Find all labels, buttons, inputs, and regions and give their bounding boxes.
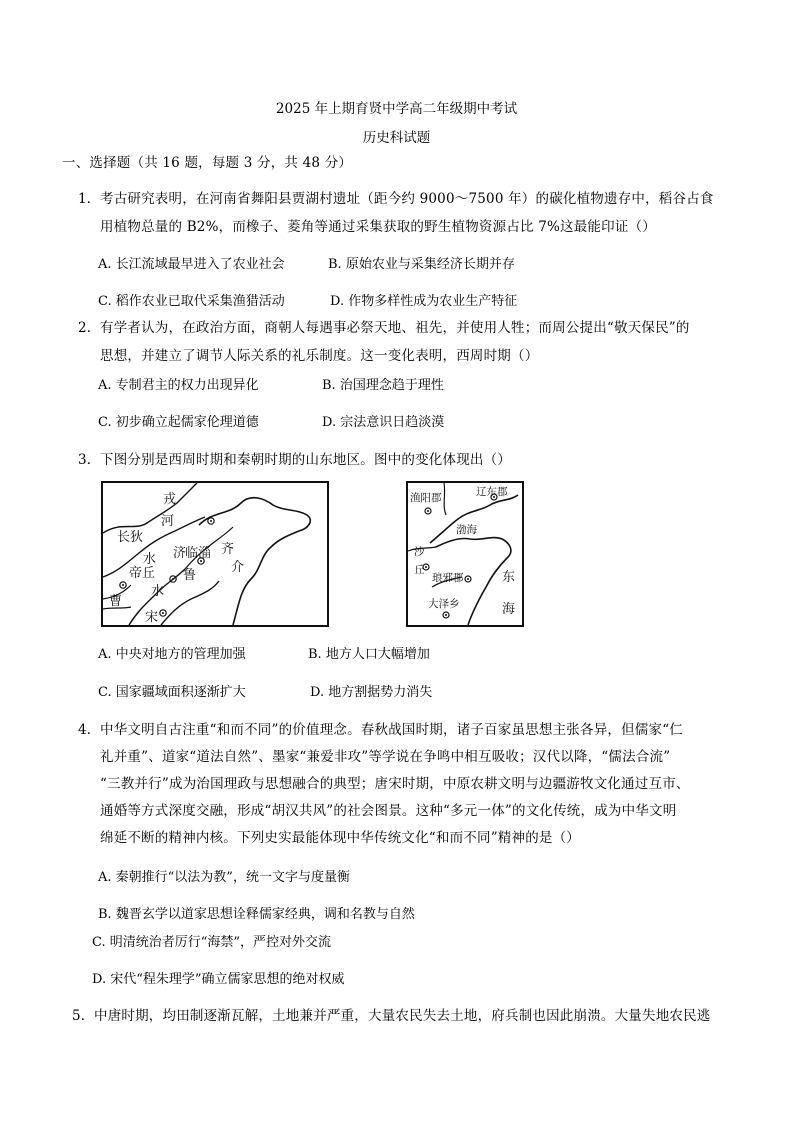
map-qin [406,481,524,627]
option-c[interactable]: C. 稻作农业已取代采集渔猎活动 [98,294,285,309]
map-label: 东 [502,570,516,585]
option-c[interactable]: C. 国家疆域面积逐渐扩大 [98,685,246,700]
section-heading: 一、选择题（共 16 题，每题 3 分，共 48 分） [62,155,353,171]
map-label: 临淄 [185,546,212,561]
option-b[interactable]: B. 魏晋玄学以道家思想诠释儒家经典，调和名教与自然 [98,907,415,922]
question-text-line: 考古研究表明，在河南省舞阳县贾湖村遗址（距今约 9000～7500 年）的碳化植物遗存中，稻谷占食 [100,191,714,207]
map-label: 长狄 [117,530,144,545]
question-text-line: “三教并行”成为治国理政与思想融合的典型；唐宋时期，中原农耕文明与边疆游牧文化通过互市、 [100,776,690,792]
map-label: 大泽乡 [428,598,460,610]
map-label: 琅邪郡 [432,572,464,584]
map-label: 河 [161,514,175,529]
map-western-zhou [101,481,329,627]
map-label: 沙 [414,546,425,558]
map-label: 帝丘 [129,566,156,581]
map-label: 水 [151,584,165,599]
question-text-line: 用植物总量的 B2%，而橡子、菱角等通过采集获取的野生植物资源占比 7%这最能印证（） [100,219,656,235]
map-label: 渔阳郡 [410,492,442,504]
map-label: 水 [143,552,157,567]
option-c[interactable]: C. 明清统治者厉行“海禁”，严控对外交流 [92,935,332,950]
map-label: 丘 [414,564,425,576]
option-b[interactable]: B. 原始农业与采集经济长期并存 [328,257,515,272]
option-a[interactable]: A. 专制君主的权力出现异化 [98,378,259,393]
question-text-line: 下图分别是西周时期和秦朝时期的山东地区。图中的变化体现出（） [100,452,511,468]
question-text-line: 思想，并建立了调节人际关系的礼乐制度。这一变化表明，西周时期（） [100,348,539,364]
exam-subject: 历史科试题 [362,130,431,146]
map-label: 渤海 [456,524,477,536]
question-number: 4． [78,722,101,738]
exam-title: 2025 年上期育贤中学高二年级期中考试 [275,101,518,117]
map-label: 齐 [221,542,235,557]
map-label: 曹 [109,594,123,609]
map-label: 宋 [145,610,159,625]
question-text-line: 礼并重”、道家“道法自然”、墨家“兼爱非攻”等学说在争鸣中相互吸收；汉代以降，“儒法合流” [100,749,671,765]
map-label: 鲁 [183,568,197,583]
map-label: 介 [231,560,245,575]
option-d[interactable]: D. 作物多样性成为农业生产特征 [330,294,518,309]
option-a[interactable]: A. 秦朝推行“以法为教”，统一文字与度量衡 [98,870,350,885]
question-text-line: 中华文明自古注重“和而不同”的价值理念。春秋战国时期，诸子百家虽思想主张各异，但儒家“仁 [100,722,684,738]
option-c[interactable]: C. 初步确立起儒家伦理道德 [98,415,259,430]
map-label: 戎 [163,492,177,507]
question-number: 2． [78,320,101,336]
option-d[interactable]: D. 地方割据势力消失 [310,685,433,700]
option-d[interactable]: D. 宗法意识日趋淡漠 [322,415,445,430]
option-b[interactable]: B. 地方人口大幅增加 [308,647,430,662]
question-number: 5． [72,1008,95,1024]
option-b[interactable]: B. 治国理念趋于理性 [322,378,444,393]
question-text-line: 通婚等方式深度交融，形成“胡汉共风”的社会图景。这种“多元一体”的文化传统，成为中华文明 [100,803,677,819]
question-text-line: 绵延不断的精神内核。下列史实最能体现中华传统文化“和而不同”精神的是（） [100,830,581,846]
option-d[interactable]: D. 宋代“程朱理学”确立儒家思想的绝对权威 [92,972,345,987]
question-text-line: 有学者认为，在政治方面，商朝人每遇事必祭天地、祖先，并使用人牲；而周公提出“敬天保民”的 [100,320,690,336]
question-text-line: 中唐时期，均田制逐渐瓦解，土地兼并严重，大量农民失去土地，府兵制也因此崩溃。大量失地农民逃 [94,1008,711,1024]
map-label: 海 [502,602,516,617]
option-a[interactable]: A. 中央对地方的管理加强 [98,647,246,662]
map-label: 辽东郡 [476,486,508,498]
map-label: 济 [173,546,187,561]
question-number: 1． [78,191,101,207]
option-a[interactable]: A. 长江流域最早进入了农业社会 [98,257,285,272]
question-number: 3． [78,452,101,468]
